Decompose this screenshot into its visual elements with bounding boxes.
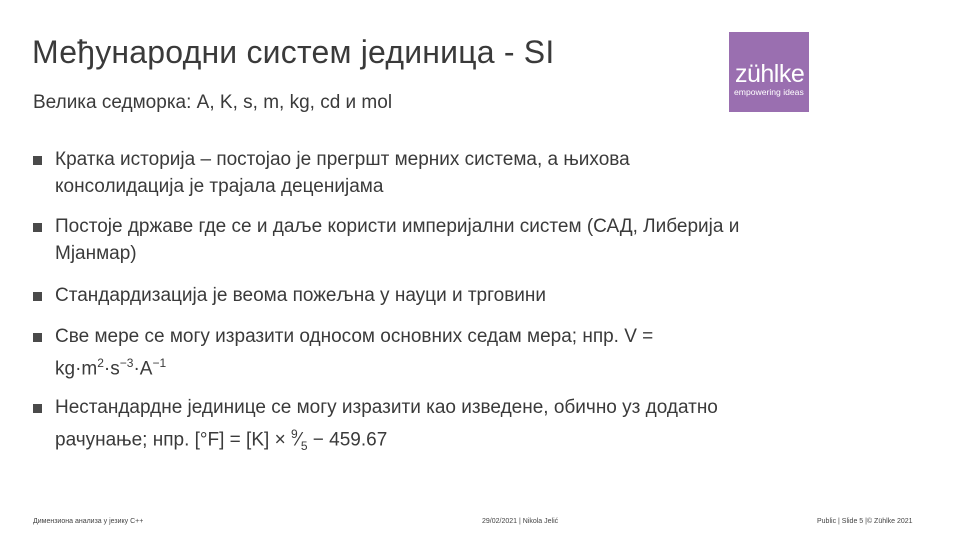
formula-part: ·A (133, 358, 153, 380)
logo-tagline: empowering ideas (734, 87, 804, 97)
bullet-square-icon (33, 156, 42, 165)
bullet-square-icon (33, 292, 42, 301)
bullet-square-icon (33, 223, 42, 232)
slide-title: Међународни систем јединица - SI (32, 34, 555, 70)
bullet-text (55, 213, 925, 267)
footer-center: 29/02/2021 | Nikola Jelić (482, 518, 559, 525)
bullet-text (55, 323, 925, 382)
bullet-square-icon (33, 404, 42, 413)
bullet-line: Постоје државе где се и даље користи империјални систем (САД, Либерија и (55, 216, 740, 237)
bullet-line: Кратка историја – постојао је прегршт мерних система, а њихова (55, 149, 630, 170)
slide-subtitle: Велика седморка: A, K, s, m, kg, cd и mol (33, 92, 393, 113)
bullet-line: Мјанмар) (55, 243, 137, 264)
bullet-line: Нестандардне јединице се могу изразити као изведене, обично уз додатно (55, 397, 718, 418)
footer-right: Public | Slide 5 |© Zühlke 2021 (817, 518, 913, 525)
formula-part: рачунање; нпр. [°F] = [K] × (55, 429, 291, 451)
formula-part: − 459.67 (307, 429, 388, 451)
bullet-text (55, 146, 925, 200)
logo-wordmark: zühlke (735, 60, 805, 88)
fraction-numerator: 9 (290, 427, 298, 441)
formula-exponent: −3 (119, 356, 134, 370)
bullet-line: рачунање; нпр. $[^\circ F] = [K] \times ^9⁄_5 - 459.67$ (55, 427, 388, 454)
footer-left: Димензиона анализа у језику C++ (33, 518, 144, 525)
bullet-line (55, 350, 925, 382)
bullet-square-icon (33, 333, 42, 342)
bullet-line: консолидација је трајала деценијама (55, 176, 384, 197)
formula-part: ·s (103, 358, 120, 380)
fraction-denominator: 5 (300, 439, 308, 454)
formula-part: kg·m (55, 358, 98, 380)
bullet-line: Стандардизација је веома пожељна у науци и трговини (55, 285, 547, 306)
bullet-text (55, 282, 925, 309)
formula-exponent: 2 (97, 356, 104, 370)
bullet-text (55, 394, 925, 460)
formula-exponent: −1 (152, 356, 167, 370)
bullet-line: Све мере се могу изразити односом основних седам мера; нпр. V = (55, 326, 654, 347)
zuhlke-logo (729, 32, 809, 112)
